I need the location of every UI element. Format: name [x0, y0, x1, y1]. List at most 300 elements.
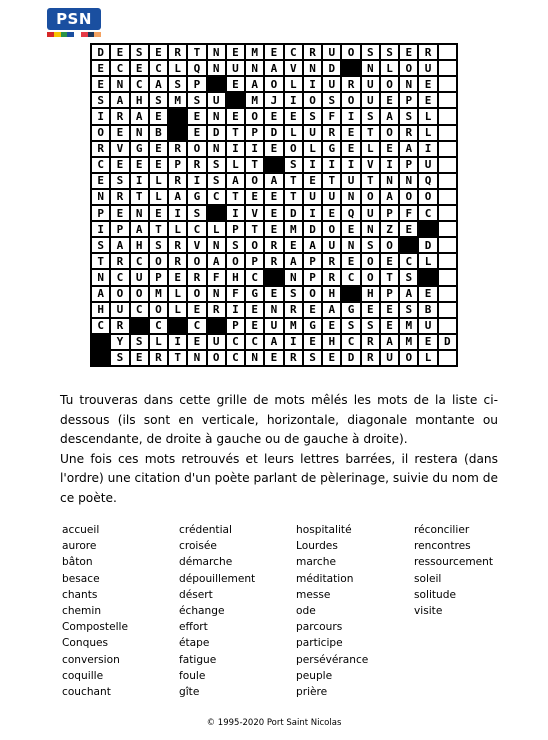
grid-black-cell — [399, 237, 418, 253]
grid-letter-cell: R — [168, 237, 187, 253]
grid-letter-cell: P — [399, 157, 418, 173]
grid-letter-cell: D — [418, 237, 437, 253]
grid-black-cell — [418, 221, 437, 237]
grid-letter-cell: R — [110, 253, 129, 269]
grid-black-cell — [168, 108, 187, 124]
grid-letter-cell: O — [264, 76, 283, 92]
word-item: Conques — [62, 637, 109, 650]
grid-letter-cell: A — [168, 189, 187, 205]
word-column — [414, 522, 493, 619]
grid-letter-cell: R — [322, 125, 341, 141]
word-item: conversion — [62, 653, 120, 666]
grid-letter-cell: O — [130, 286, 149, 302]
grid-letter-cell: R — [399, 125, 418, 141]
grid-letter-cell: L — [380, 60, 399, 76]
grid-letter-cell: H — [361, 286, 380, 302]
grid-letter-cell: R — [284, 302, 303, 318]
grid-letter-cell: U — [361, 205, 380, 221]
grid-letter-cell: E — [418, 76, 437, 92]
grid-letter-cell: E — [91, 76, 110, 92]
grid-letter-cell: R — [361, 334, 380, 350]
grid-letter-cell — [438, 44, 457, 60]
grid-letter-cell: Q — [341, 205, 360, 221]
grid-letter-cell: S — [399, 108, 418, 124]
grid-letter-cell: E — [149, 141, 168, 157]
grid-letter-cell: U — [226, 60, 245, 76]
grid-letter-cell: M — [284, 318, 303, 334]
grid-letter-cell: T — [187, 44, 206, 60]
grid-letter-cell: R — [91, 141, 110, 157]
grid-letter-cell: E — [380, 302, 399, 318]
grid-letter-cell: R — [264, 237, 283, 253]
grid-letter-cell: E — [418, 286, 437, 302]
grid-letter-cell: P — [226, 318, 245, 334]
grid-letter-cell: U — [418, 318, 437, 334]
word-item: ode — [296, 604, 316, 617]
grid-letter-cell: O — [399, 60, 418, 76]
grid-letter-cell: E — [149, 108, 168, 124]
grid-black-cell — [168, 125, 187, 141]
grid-letter-cell: A — [264, 60, 283, 76]
grid-letter-cell: L — [168, 286, 187, 302]
grid-letter-cell: M — [284, 221, 303, 237]
grid-letter-cell: M — [245, 92, 264, 108]
grid-letter-cell: Q — [187, 60, 206, 76]
word-item: démarche — [179, 556, 233, 569]
grid-letter-cell: I — [341, 157, 360, 173]
grid-letter-cell: O — [245, 237, 264, 253]
grid-letter-cell: R — [187, 157, 206, 173]
grid-letter-cell: E — [284, 237, 303, 253]
instructions-paragraph-1: Tu trouveras dans cette grille de mots mêlés les mots de la liste ci-dessous (ils sont en verticale, horizontale, diagonale montante ou descendante, de droite à gauche ou de gauche à droite). — [60, 393, 498, 446]
grid-letter-cell: P — [187, 76, 206, 92]
grid-letter-cell: N — [399, 76, 418, 92]
grid-letter-cell: I — [130, 173, 149, 189]
grid-letter-cell: S — [399, 302, 418, 318]
grid-letter-cell: N — [187, 350, 206, 366]
grid-letter-cell: T — [245, 221, 264, 237]
grid-letter-cell: R — [284, 350, 303, 366]
grid-letter-cell: A — [264, 334, 283, 350]
grid-letter-cell: L — [168, 302, 187, 318]
grid-letter-cell: B — [418, 302, 437, 318]
grid-letter-cell: J — [264, 92, 283, 108]
grid-letter-cell: E — [303, 173, 322, 189]
word-item: besace — [62, 572, 100, 585]
grid-letter-cell: T — [168, 350, 187, 366]
word-item: crédential — [179, 524, 232, 536]
grid-letter-cell: V — [284, 60, 303, 76]
grid-letter-cell: E — [380, 318, 399, 334]
word-item: bâton — [62, 556, 93, 569]
grid-letter-cell: M — [245, 44, 264, 60]
grid-letter-cell: C — [149, 318, 168, 334]
grid-letter-cell: S — [149, 92, 168, 108]
grid-black-cell — [130, 318, 149, 334]
grid-letter-cell: D — [91, 44, 110, 60]
grid-letter-cell: L — [303, 141, 322, 157]
grid-letter-cell: T — [361, 173, 380, 189]
grid-black-cell — [168, 318, 187, 334]
grid-letter-cell: O — [245, 108, 264, 124]
word-item: foule — [179, 669, 206, 682]
grid-letter-cell: R — [187, 269, 206, 285]
word-column — [62, 522, 128, 700]
grid-letter-cell: L — [149, 334, 168, 350]
grid-letter-cell: U — [418, 157, 437, 173]
grid-letter-cell: C — [110, 269, 129, 285]
grid-letter-cell: R — [110, 108, 129, 124]
grid-letter-cell: M — [399, 334, 418, 350]
grid-letter-cell: A — [399, 141, 418, 157]
grid-letter-cell: D — [264, 125, 283, 141]
grid-letter-cell: S — [187, 92, 206, 108]
grid-letter-cell: E — [110, 44, 129, 60]
grid-letter-cell: E — [110, 157, 129, 173]
grid-letter-cell: N — [303, 60, 322, 76]
word-item: Compostelle — [62, 621, 128, 634]
grid-letter-cell: N — [130, 205, 149, 221]
grid-letter-cell — [438, 253, 457, 269]
grid-letter-cell: O — [322, 221, 341, 237]
grid-letter-cell: N — [399, 173, 418, 189]
grid-letter-cell — [438, 350, 457, 366]
grid-letter-cell: E — [187, 334, 206, 350]
grid-letter-cell: A — [303, 237, 322, 253]
word-item: méditation — [296, 572, 354, 585]
grid-letter-cell: C — [149, 60, 168, 76]
grid-letter-cell: E — [418, 92, 437, 108]
grid-letter-cell: T — [361, 125, 380, 141]
grid-black-cell — [341, 60, 360, 76]
grid-letter-cell: I — [91, 108, 110, 124]
grid-letter-cell: S — [149, 237, 168, 253]
grid-letter-cell: O — [303, 92, 322, 108]
grid-letter-cell: A — [110, 92, 129, 108]
grid-letter-cell: A — [245, 76, 264, 92]
grid-letter-cell: N — [130, 125, 149, 141]
grid-letter-cell: D — [284, 205, 303, 221]
grid-letter-cell: S — [207, 157, 226, 173]
grid-letter-cell: T — [226, 125, 245, 141]
grid-letter-cell: E — [341, 221, 360, 237]
grid-letter-cell: U — [303, 189, 322, 205]
grid-black-cell — [91, 334, 110, 350]
grid-letter-cell: C — [130, 253, 149, 269]
grid-letter-cell: G — [303, 318, 322, 334]
grid-letter-cell: S — [110, 350, 129, 366]
grid-letter-cell: R — [168, 141, 187, 157]
flag-stripe — [61, 32, 68, 37]
grid-letter-cell: A — [399, 286, 418, 302]
grid-letter-cell: V — [361, 157, 380, 173]
grid-letter-cell: A — [322, 302, 341, 318]
grid-letter-cell: G — [341, 302, 360, 318]
grid-letter-cell: E — [380, 141, 399, 157]
word-item: réconcilier — [414, 524, 470, 536]
grid-letter-cell: M — [149, 286, 168, 302]
grid-letter-cell: I — [284, 334, 303, 350]
word-item: messe — [296, 588, 331, 601]
grid-letter-cell: O — [187, 253, 206, 269]
grid-letter-cell: I — [168, 205, 187, 221]
grid-letter-cell: O — [187, 286, 206, 302]
grid-letter-cell: C — [207, 189, 226, 205]
grid-letter-cell: E — [264, 221, 283, 237]
grid-letter-cell: D — [207, 125, 226, 141]
word-item: Lourdes — [296, 540, 338, 553]
grid-letter-cell: E — [264, 205, 283, 221]
grid-letter-cell: S — [341, 318, 360, 334]
grid-letter-cell: R — [322, 269, 341, 285]
grid-letter-cell: N — [91, 189, 110, 205]
grid-letter-cell: O — [380, 237, 399, 253]
grid-letter-cell: O — [110, 286, 129, 302]
grid-letter-cell: U — [380, 350, 399, 366]
flag-stripe — [88, 32, 95, 37]
grid-letter-cell: S — [361, 108, 380, 124]
grid-letter-cell — [438, 157, 457, 173]
grid-letter-cell: C — [399, 253, 418, 269]
grid-letter-cell — [438, 189, 457, 205]
grid-letter-cell: E — [399, 44, 418, 60]
grid-letter-cell: P — [399, 92, 418, 108]
grid-letter-cell: R — [303, 44, 322, 60]
grid-letter-cell: A — [380, 189, 399, 205]
grid-letter-cell: I — [245, 141, 264, 157]
grid-letter-cell: G — [130, 141, 149, 157]
grid-letter-cell: E — [322, 350, 341, 366]
grid-letter-cell: E — [284, 108, 303, 124]
grid-letter-cell: N — [207, 60, 226, 76]
grid-letter-cell: E — [341, 141, 360, 157]
grid-letter-cell: S — [361, 44, 380, 60]
word-item: échange — [179, 604, 225, 617]
grid-letter-cell: A — [91, 286, 110, 302]
grid-letter-cell: N — [245, 60, 264, 76]
grid-letter-cell: S — [303, 108, 322, 124]
grid-letter-cell: U — [303, 125, 322, 141]
grid-letter-cell: R — [110, 189, 129, 205]
grid-letter-cell — [438, 76, 457, 92]
logo-text: PSN — [56, 10, 92, 28]
grid-letter-cell: I — [226, 302, 245, 318]
grid-letter-cell: E — [187, 108, 206, 124]
grid-letter-cell: E — [399, 221, 418, 237]
grid-letter-cell: E — [322, 318, 341, 334]
word-item: chants — [62, 588, 98, 601]
grid-letter-cell: L — [284, 76, 303, 92]
grid-letter-cell: E — [149, 205, 168, 221]
grid-letter-cell: F — [207, 269, 226, 285]
grid-letter-cell: R — [264, 253, 283, 269]
grid-letter-cell: N — [110, 76, 129, 92]
grid-letter-cell: O — [341, 44, 360, 60]
grid-letter-cell: L — [418, 108, 437, 124]
grid-letter-cell: E — [168, 269, 187, 285]
grid-letter-cell: G — [187, 189, 206, 205]
grid-letter-cell: B — [149, 125, 168, 141]
grid-letter-cell: A — [207, 253, 226, 269]
grid-letter-cell: O — [226, 253, 245, 269]
grid-letter-cell: F — [399, 205, 418, 221]
grid-letter-cell: S — [91, 237, 110, 253]
grid-letter-cell: C — [187, 318, 206, 334]
grid-letter-cell: N — [245, 350, 264, 366]
word-item: croisée — [179, 540, 217, 553]
grid-letter-cell: D — [438, 334, 457, 350]
word-item: étape — [179, 637, 210, 650]
grid-letter-cell: I — [380, 157, 399, 173]
grid-letter-cell: S — [303, 350, 322, 366]
word-item: ressourcement — [414, 556, 494, 569]
grid-letter-cell: E — [341, 125, 360, 141]
grid-letter-cell — [438, 237, 457, 253]
grid-letter-cell — [438, 60, 457, 76]
grid-letter-cell: N — [207, 237, 226, 253]
grid-letter-cell: T — [284, 173, 303, 189]
psn-logo — [47, 8, 101, 36]
word-item: rencontres — [414, 540, 471, 553]
grid-letter-cell: E — [341, 253, 360, 269]
grid-letter-cell: Z — [380, 221, 399, 237]
grid-letter-cell: S — [284, 286, 303, 302]
grid-letter-cell — [438, 141, 457, 157]
grid-letter-cell: U — [361, 76, 380, 92]
flag-stripe — [47, 32, 54, 37]
grid-letter-cell: R — [341, 76, 360, 92]
grid-letter-cell: N — [380, 173, 399, 189]
grid-letter-cell: I — [322, 157, 341, 173]
grid-letter-cell: T — [322, 173, 341, 189]
grid-letter-cell: V — [110, 141, 129, 157]
word-item: gîte — [179, 685, 200, 698]
grid-letter-cell: H — [322, 286, 341, 302]
word-item: fatigue — [179, 653, 217, 666]
grid-letter-cell: I — [303, 205, 322, 221]
grid-letter-cell: E — [380, 92, 399, 108]
grid-letter-cell: F — [226, 286, 245, 302]
grid-letter-cell: O — [399, 189, 418, 205]
grid-letter-cell: Q — [418, 173, 437, 189]
flag-stripe — [94, 32, 101, 37]
grid-letter-cell: L — [168, 221, 187, 237]
grid-letter-cell: O — [361, 269, 380, 285]
grid-black-cell — [264, 157, 283, 173]
grid-letter-cell: I — [418, 141, 437, 157]
grid-letter-cell: S — [91, 92, 110, 108]
grid-letter-cell: G — [322, 141, 341, 157]
instructions-paragraph-2: Une fois ces mots retrouvés et leurs lettres barrées, il restera (dans l'ordre) une citation d'un poète parlant de pèlerinage, suivie du nom de ce poète. — [60, 451, 498, 505]
grid-letter-cell: P — [168, 157, 187, 173]
word-item: désert — [179, 588, 213, 601]
grid-letter-cell: R — [149, 350, 168, 366]
word-item: soleil — [414, 572, 442, 585]
grid-letter-cell: O — [207, 350, 226, 366]
grid-letter-cell: O — [399, 350, 418, 366]
grid-letter-cell: S — [130, 44, 149, 60]
grid-letter-cell — [438, 125, 457, 141]
grid-letter-cell: I — [303, 157, 322, 173]
grid-letter-cell: L — [418, 125, 437, 141]
grid-letter-cell: E — [264, 286, 283, 302]
grid-letter-cell: E — [226, 108, 245, 124]
grid-black-cell — [91, 350, 110, 366]
grid-letter-cell: E — [110, 125, 129, 141]
grid-letter-cell: P — [110, 221, 129, 237]
grid-letter-cell: S — [380, 44, 399, 60]
grid-letter-cell: P — [380, 205, 399, 221]
grid-black-cell — [264, 269, 283, 285]
grid-letter-cell: T — [245, 157, 264, 173]
grid-letter-cell: H — [130, 92, 149, 108]
grid-letter-cell: R — [322, 253, 341, 269]
grid-letter-cell: O — [91, 125, 110, 141]
grid-letter-cell: N — [361, 60, 380, 76]
grid-letter-cell: E — [264, 108, 283, 124]
grid-letter-cell: O — [341, 92, 360, 108]
grid-letter-cell: L — [418, 253, 437, 269]
grid-letter-cell: O — [303, 286, 322, 302]
grid-letter-cell: D — [322, 60, 341, 76]
grid-letter-cell: P — [149, 269, 168, 285]
grid-black-cell — [207, 205, 226, 221]
grid-letter-cell: E — [226, 44, 245, 60]
grid-letter-cell: E — [245, 189, 264, 205]
flag-stripe — [67, 32, 74, 37]
grid-letter-cell: N — [341, 237, 360, 253]
word-item: accueil — [62, 524, 100, 536]
grid-letter-cell: C — [130, 76, 149, 92]
grid-letter-cell: E — [91, 173, 110, 189]
word-item: couchant — [62, 685, 111, 698]
grid-letter-cell: H — [91, 302, 110, 318]
word-item: hospitalité — [296, 524, 352, 536]
grid-letter-cell: L — [149, 173, 168, 189]
word-item: persévérance — [296, 653, 369, 666]
grid-letter-cell: U — [322, 44, 341, 60]
grid-letter-cell: H — [130, 237, 149, 253]
word-item: prière — [296, 685, 328, 698]
grid-letter-cell: S — [226, 237, 245, 253]
grid-letter-cell — [438, 92, 457, 108]
grid-letter-cell: E — [91, 60, 110, 76]
grid-letter-cell: E — [303, 302, 322, 318]
grid-letter-cell: I — [168, 334, 187, 350]
word-item: dépouillement — [179, 572, 256, 585]
word-item: marche — [296, 556, 336, 569]
grid-letter-cell: E — [245, 302, 264, 318]
grid-letter-cell: S — [284, 157, 303, 173]
grid-letter-cell: U — [207, 92, 226, 108]
footer-copyright: © 1995-2020 Port Saint Nicolas — [206, 718, 342, 728]
grid-letter-cell: N — [207, 108, 226, 124]
grid-letter-cell: I — [284, 92, 303, 108]
grid-letter-cell: C — [284, 44, 303, 60]
grid-letter-cell: P — [91, 205, 110, 221]
grid-letter-cell: V — [245, 205, 264, 221]
grid-letter-cell: E — [380, 253, 399, 269]
flag-stripe — [81, 32, 88, 37]
word-item: aurore — [62, 540, 97, 553]
grid-letter-cell: N — [207, 141, 226, 157]
grid-letter-cell: R — [361, 350, 380, 366]
grid-letter-cell: Y — [110, 334, 129, 350]
grid-letter-cell: L — [168, 60, 187, 76]
grid-letter-cell: O — [149, 253, 168, 269]
grid-letter-cell: E — [226, 76, 245, 92]
grid-letter-cell: U — [322, 76, 341, 92]
